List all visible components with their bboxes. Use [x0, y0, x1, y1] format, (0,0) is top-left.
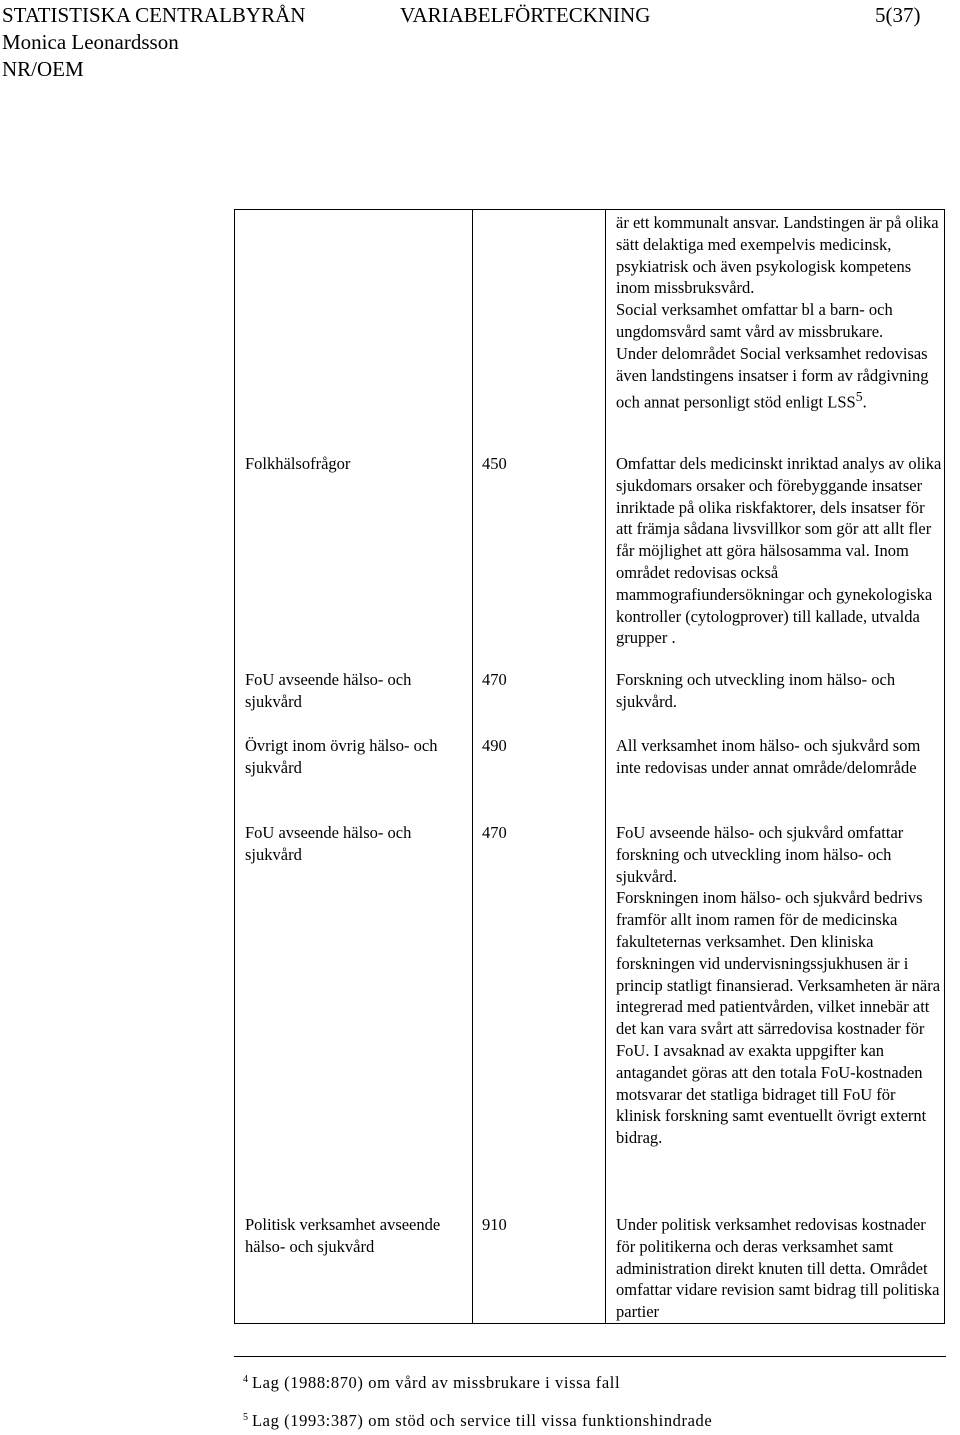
row-code: 450 — [482, 454, 507, 473]
row-code: 490 — [482, 736, 507, 755]
row-code: 910 — [482, 1215, 507, 1234]
column-divider — [472, 210, 473, 1323]
row-code: 470 — [482, 823, 507, 842]
row-name: Övrigt inom övrig hälso- och sjukvård — [245, 736, 438, 777]
description-paragraph: är ett kommunalt ansvar. Landstingen är på olika sätt delaktiga med exempelvis medicinsk, psykiatrisk och även psykologisk kompetens inom missbruksvård. — [616, 213, 939, 298]
description-paragraph: Social verksamhet omfattar bl a barn- och ungdomsvård samt vård av missbrukare. — [616, 300, 893, 341]
description-text: . — [862, 392, 867, 412]
row-code: 470 — [482, 670, 507, 689]
footnote-text: Lag (1993:387) om stöd och service till vissa funktionshindrade — [252, 1411, 713, 1430]
description-paragraph — [616, 343, 942, 414]
author-name: Monica Leonardsson — [2, 30, 179, 54]
description-paragraph: All verksamhet inom hälso- och sjukvård som inte redovisas under annat område/delområde — [616, 736, 921, 777]
column-divider — [605, 210, 606, 1323]
row-name: Politisk verksamhet avseende hälso- och sjukvård — [245, 1215, 441, 1256]
description-paragraph: FoU avseende hälso- och sjukvård omfattar forskning och utveckling inom hälso- och sjukvård. — [616, 823, 904, 886]
description-paragraph: Forskningen inom hälso- och sjukvård bedrivs framför allt inom ramen för de medicinska fakulteternas verksamhet. Den kliniska forskningen vid undervisningssjukhusen är i princip statligt finansierad. Verksamheten är nära integrerad med patientvården, vilket innebär att det kan vara svårt att särredovisa kostnader för FoU. I avsaknad av exakta uppgifter kan antagandet göras att den totala FoU-kostnaden motsvarar det statliga bidraget till FoU för klinisk forskning samt eventuellt övrigt externt bidrag. — [616, 888, 941, 1148]
department-code: NR/OEM — [2, 57, 84, 81]
row-description — [616, 822, 942, 1149]
description-paragraph: Under politisk verksamhet redovisas kostnader för politikerna och deras verksamhet samt administration direkt knuten till detta. Området omfattar vidare revision samt bidrag till politiska partier — [616, 1215, 940, 1322]
footnote-reference: 5 — [855, 389, 863, 405]
page-number: 5(37) — [875, 3, 921, 27]
row-description — [616, 1214, 942, 1323]
footnote — [243, 1411, 712, 1431]
row-description — [616, 735, 942, 779]
description-paragraph: Forskning och utveckling inom hälso- och sjukvård. — [616, 670, 896, 711]
row-description — [616, 212, 942, 414]
organization-name: STATISTISKA CENTRALBYRÅN — [2, 3, 306, 27]
footnote-number: 4 — [243, 1373, 248, 1385]
page-header — [0, 2, 960, 83]
row-name: Folkhälsofrågor — [245, 454, 351, 473]
row-description — [616, 453, 942, 649]
row-name: FoU avseende hälso- och sjukvård — [245, 670, 412, 711]
footnote-separator — [234, 1356, 946, 1357]
row-name: FoU avseende hälso- och sjukvård — [245, 823, 412, 864]
footnote-number: 5 — [243, 1411, 248, 1423]
description-paragraph: Omfattar dels medicinskt inriktad analys av olika sjukdomars orsaker och förebyggande insatser inriktade på olika riskfaktorer, dels insatser för att främja sådana livsvillkor som gör att allt fler får möjlighet att göra hälsosamma val. Inom området redovisas också mammografiundersökningar och gynekologiska kontroller (cytologprover) till kallade, utvalda grupper . — [616, 454, 942, 648]
footnote-text: Lag (1988:870) om vård av missbrukare i vissa fall — [252, 1373, 621, 1392]
document-title: VARIABELFÖRTECKNING — [400, 3, 651, 27]
description-text: Under delområdet Social verksamhet redovisas även landstingens insatser i form av rådgivning och annat personligt stöd enligt LSS — [616, 343, 929, 412]
row-description — [616, 669, 942, 713]
footnote — [243, 1373, 620, 1393]
variable-table — [234, 209, 945, 1324]
